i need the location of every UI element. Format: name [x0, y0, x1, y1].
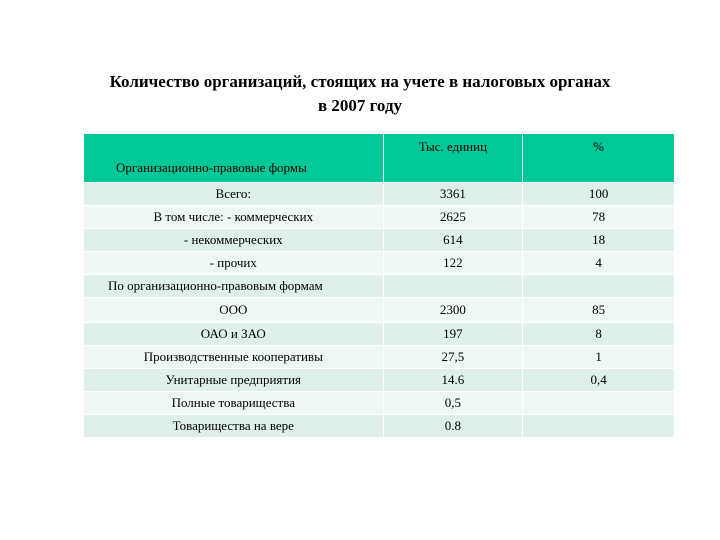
table-row [84, 392, 674, 415]
row-percent [523, 392, 674, 415]
table-row [84, 346, 674, 369]
table-row [84, 229, 674, 252]
table-row [84, 183, 674, 206]
row-label: Всего: [84, 183, 383, 206]
row-label: Товарищества на вере [84, 415, 383, 438]
row-percent: 85 [523, 298, 674, 323]
row-units: 197 [383, 323, 523, 346]
table-row [84, 323, 674, 346]
header-units: Тыс. единиц [383, 134, 523, 183]
table-row [84, 369, 674, 392]
row-label: По организационно-правовым формам [84, 275, 383, 298]
table-row [84, 206, 674, 229]
header-percent: % [523, 134, 674, 183]
row-label: Производственные кооперативы [84, 346, 383, 369]
row-percent: 18 [523, 229, 674, 252]
header-forms: Организационно-правовые формы [84, 134, 383, 183]
row-label: Полные товарищества [84, 392, 383, 415]
table-row-group [84, 275, 674, 298]
row-label: Унитарные предприятия [84, 369, 383, 392]
row-units: 0,5 [383, 392, 523, 415]
row-percent [523, 275, 674, 298]
row-units: 14.6 [383, 369, 523, 392]
table-row [84, 298, 674, 323]
row-units: 27,5 [383, 346, 523, 369]
row-units: 614 [383, 229, 523, 252]
page-title [40, 70, 680, 118]
row-percent: 4 [523, 252, 674, 275]
row-units: 0.8 [383, 415, 523, 438]
row-percent: 0,4 [523, 369, 674, 392]
row-percent: 100 [523, 183, 674, 206]
row-percent: 8 [523, 323, 674, 346]
row-percent: 1 [523, 346, 674, 369]
organizations-table [84, 134, 674, 438]
table-row [84, 415, 674, 438]
row-label: - прочих [84, 252, 383, 275]
row-units [383, 275, 523, 298]
row-label: ООО [84, 298, 383, 323]
table-row [84, 252, 674, 275]
row-label: В том числе: - коммерческих [84, 206, 383, 229]
title-line-1: Количество организаций, стоящих на учете в налоговых органах [109, 72, 611, 91]
row-units: 2300 [383, 298, 523, 323]
row-units: 3361 [383, 183, 523, 206]
row-label: ОАО и ЗАО [84, 323, 383, 346]
row-label: - некоммерческих [84, 229, 383, 252]
table-header-row [84, 134, 674, 183]
row-percent: 78 [523, 206, 674, 229]
row-units: 2625 [383, 206, 523, 229]
row-percent [523, 415, 674, 438]
row-units: 122 [383, 252, 523, 275]
title-line-2: в 2007 году [317, 96, 403, 115]
